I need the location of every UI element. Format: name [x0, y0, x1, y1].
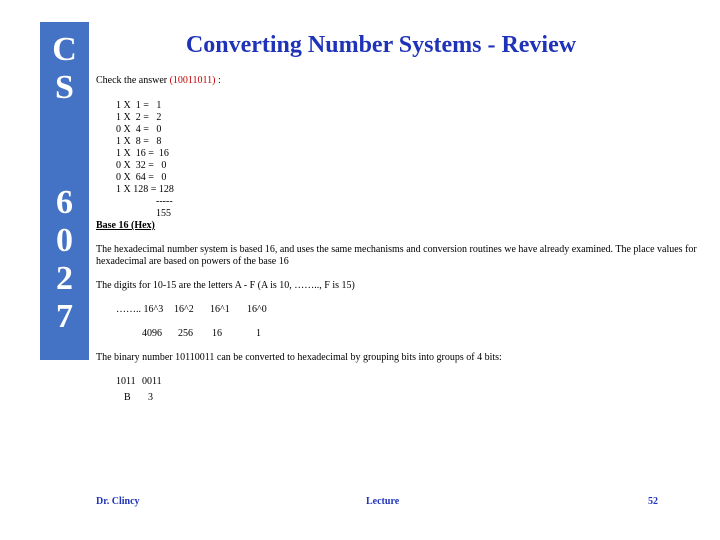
calc-row: 1 X 128 = 128	[116, 184, 174, 195]
slide-title: Converting Number Systems - Review	[185, 32, 577, 58]
hex-digit: 3	[148, 392, 153, 403]
place-value: 4096	[142, 328, 162, 339]
calc-row: 1 X 16 = 16	[116, 148, 169, 159]
footer-author: Dr. Clincy	[96, 496, 140, 507]
calc-row: 1 X 2 = 2	[116, 112, 162, 123]
course-digit: 7	[56, 298, 73, 335]
calc-row: 0 X 4 = 0	[116, 124, 162, 135]
place-value: 256	[178, 328, 193, 339]
page-number: 52	[648, 496, 658, 507]
course-letter: C	[52, 31, 77, 68]
course-digit: 6	[56, 184, 73, 221]
check-value: (10011011)	[169, 75, 216, 86]
hex-digits-line: The digits for 10-15 are the letters A - F (A is 10, …….., F is 15)	[96, 280, 355, 291]
check-suffix: :	[215, 75, 221, 86]
calc-row: 1 X 1 = 1	[116, 100, 162, 111]
course-digit: 2	[56, 260, 73, 297]
check-prefix: Check the answer	[96, 75, 170, 86]
binary-grouping-line: The binary number 10110011 can be converted to hexadecimal by grouping bits into groups of 4 bits:	[96, 352, 502, 363]
sum-total: 155	[156, 208, 171, 219]
place-power: 16^0	[247, 304, 267, 315]
course-digit: 0	[56, 222, 73, 259]
bit-group: 0011	[142, 376, 162, 387]
base16-heading: Base 16 (Hex)	[96, 220, 155, 231]
binary-calculation	[116, 100, 178, 196]
place-power: …….. 16^3	[116, 304, 164, 315]
place-value: 1	[256, 328, 261, 339]
hex-paragraph: The hexadecimal number system is based 16, and uses the same mechanisms and conversion routines we have already examined. The place values for hexadecimal are based on powers of the base 16	[96, 244, 697, 267]
place-power: 16^2	[174, 304, 194, 315]
bit-group: 1011	[116, 376, 136, 387]
calc-row: 0 X 64 = 0	[116, 172, 167, 183]
hex-digit: B	[124, 392, 131, 403]
place-power: 16^1	[210, 304, 230, 315]
course-letter: S	[55, 69, 74, 106]
check-answer-line	[96, 75, 221, 87]
sum-line: -----	[156, 196, 173, 207]
footer-label: Lecture	[366, 496, 400, 507]
course-code-bar	[40, 22, 89, 360]
place-value: 16	[212, 328, 222, 339]
calc-row: 1 X 8 = 8	[116, 136, 162, 147]
calc-row: 0 X 32 = 0	[116, 160, 167, 171]
